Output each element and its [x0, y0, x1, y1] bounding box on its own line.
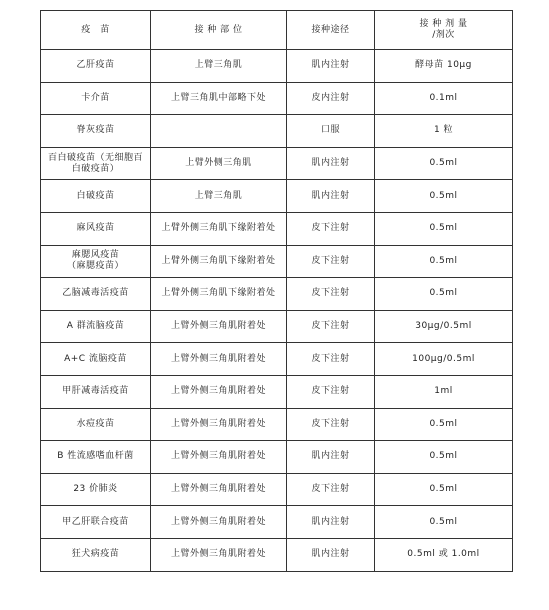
table-row [41, 147, 513, 180]
cell-dose: 酵母苗 10μg [375, 50, 513, 83]
cell-route: 皮内注射 [287, 82, 375, 115]
table-row [41, 278, 513, 311]
cell-site: 上臂外侧三角肌附着处 [151, 310, 287, 343]
cell-dose: 0.5ml [375, 473, 513, 506]
table-row [41, 50, 513, 83]
cell-dose: 100μg/0.5ml [375, 343, 513, 376]
cell-dose: 0.5ml [375, 506, 513, 539]
cell-site: 上臂三角肌 [151, 180, 287, 213]
table-row [41, 441, 513, 474]
table-row [41, 506, 513, 539]
cell-route: 肌内注射 [287, 180, 375, 213]
cell-route: 肌内注射 [287, 506, 375, 539]
table-row [41, 82, 513, 115]
header-row [41, 11, 513, 50]
cell-site: 上臂外侧三角肌下缘附着处 [151, 245, 287, 278]
header-route: 接种途径 [287, 11, 375, 50]
cell-dose: 0.5ml [375, 441, 513, 474]
cell-route: 肌内注射 [287, 50, 375, 83]
table-row [41, 115, 513, 148]
cell-route: 皮下注射 [287, 375, 375, 408]
table-row [41, 473, 513, 506]
cell-site: 上臂外侧三角肌下缘附着处 [151, 212, 287, 245]
cell-route: 皮下注射 [287, 343, 375, 376]
cell-dose: 0.5ml [375, 245, 513, 278]
cell-dose: 1ml [375, 375, 513, 408]
cell-site: 上臂三角肌 [151, 50, 287, 83]
cell-vaccine: 乙肝疫苗 [41, 50, 151, 83]
cell-site: 上臂外侧三角肌附着处 [151, 343, 287, 376]
table-row [41, 310, 513, 343]
cell-vaccine: B 性流感嗜血杆菌 [41, 441, 151, 474]
cell-vaccine: 23 价肺炎 [41, 473, 151, 506]
cell-vaccine: 麻腮风疫苗 （麻腮疫苗） [41, 245, 151, 278]
cell-vaccine: 麻风疫苗 [41, 212, 151, 245]
cell-site: 上臂外侧三角肌附着处 [151, 441, 287, 474]
cell-site: 上臂外侧三角肌 [151, 147, 287, 180]
cell-route: 皮下注射 [287, 408, 375, 441]
cell-site: 上臂外侧三角肌附着处 [151, 375, 287, 408]
header-site: 接 种 部 位 [151, 11, 287, 50]
cell-route: 肌内注射 [287, 441, 375, 474]
cell-route: 口服 [287, 115, 375, 148]
cell-site [151, 115, 287, 148]
cell-vaccine: 甲乙肝联合疫苗 [41, 506, 151, 539]
cell-vaccine: 甲肝减毒活疫苗 [41, 375, 151, 408]
cell-route: 皮下注射 [287, 212, 375, 245]
table-row [41, 343, 513, 376]
cell-route: 皮下注射 [287, 278, 375, 311]
cell-vaccine: 卡介苗 [41, 82, 151, 115]
cell-vaccine: 水痘疫苗 [41, 408, 151, 441]
cell-vaccine: 狂犬病疫苗 [41, 538, 151, 571]
cell-dose: 0.5ml [375, 147, 513, 180]
cell-dose: 0.5ml 或 1.0ml [375, 538, 513, 571]
cell-dose: 0.1ml [375, 82, 513, 115]
table-row [41, 245, 513, 278]
cell-vaccine: 百白破疫苗（无细胞百白破疫苗） [41, 147, 151, 180]
cell-dose: 0.5ml [375, 212, 513, 245]
cell-route: 皮下注射 [287, 473, 375, 506]
cell-site: 上臂外侧三角肌附着处 [151, 506, 287, 539]
cell-vaccine: 乙脑减毒活疫苗 [41, 278, 151, 311]
cell-vaccine: 脊灰疫苗 [41, 115, 151, 148]
cell-route: 皮下注射 [287, 310, 375, 343]
cell-dose: 30μg/0.5ml [375, 310, 513, 343]
cell-dose: 0.5ml [375, 408, 513, 441]
cell-site: 上臂三角肌中部略下处 [151, 82, 287, 115]
table-row [41, 212, 513, 245]
cell-route: 皮下注射 [287, 245, 375, 278]
cell-site: 上臂外侧三角肌附着处 [151, 408, 287, 441]
header-vaccine: 疫 苗 [41, 11, 151, 50]
cell-site: 上臂外侧三角肌附着处 [151, 473, 287, 506]
cell-vaccine: 白破疫苗 [41, 180, 151, 213]
cell-site: 上臂外侧三角肌下缘附着处 [151, 278, 287, 311]
table-body [41, 50, 513, 572]
header-dose: 接 种 剂 量 /剂次 [375, 11, 513, 50]
cell-site: 上臂外侧三角肌附着处 [151, 538, 287, 571]
vaccine-table [40, 10, 513, 572]
cell-dose: 0.5ml [375, 278, 513, 311]
table-row [41, 375, 513, 408]
cell-dose: 1 粒 [375, 115, 513, 148]
cell-vaccine: A 群流脑疫苗 [41, 310, 151, 343]
table-header [41, 11, 513, 50]
cell-dose: 0.5ml [375, 180, 513, 213]
cell-route: 肌内注射 [287, 147, 375, 180]
cell-vaccine: A+C 流脑疫苗 [41, 343, 151, 376]
table-row [41, 180, 513, 213]
table-row [41, 408, 513, 441]
cell-route: 肌内注射 [287, 538, 375, 571]
table-row [41, 538, 513, 571]
